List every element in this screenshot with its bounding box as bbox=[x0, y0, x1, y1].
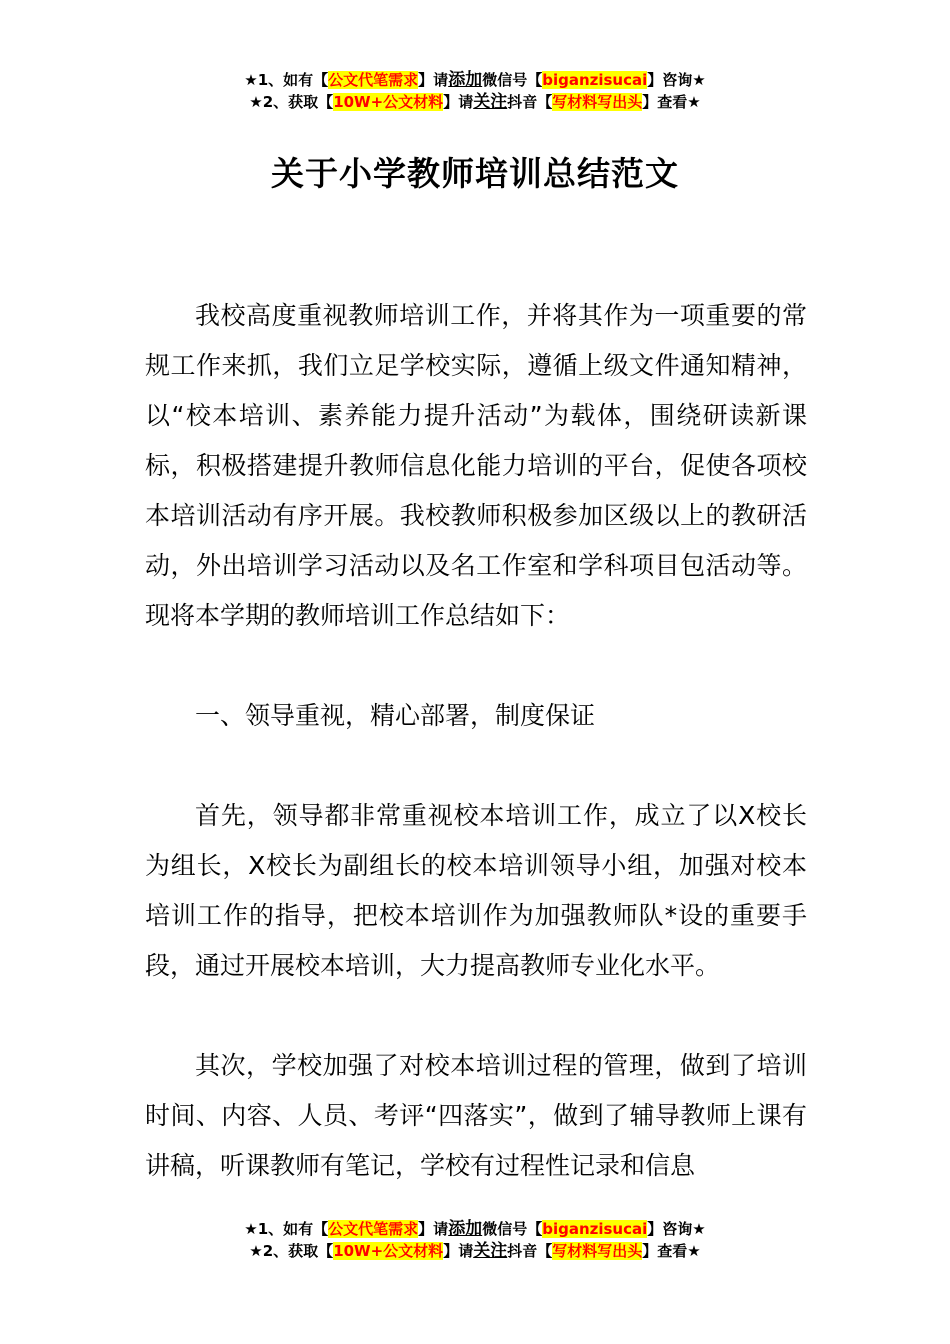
banner-highlight: biganzisucai bbox=[542, 71, 648, 89]
banner-line-1 bbox=[0, 69, 950, 91]
banner-text: 微信号【 bbox=[482, 71, 543, 89]
banner-highlight: 写材料写出头 bbox=[552, 93, 643, 111]
banner-text: 】请 bbox=[443, 1242, 474, 1260]
banner-text: ★1、如有【 bbox=[244, 1220, 329, 1238]
banner-highlight: 公文代笔需求 bbox=[328, 1220, 419, 1238]
banner-text: ★2、获取【 bbox=[249, 1242, 334, 1260]
banner-highlight: 写材料写出头 bbox=[552, 1242, 643, 1260]
banner-highlight: 公文代笔需求 bbox=[328, 71, 419, 89]
banner-line-1 bbox=[0, 1218, 950, 1240]
paragraph: 其次，学校加强了对校本培训过程的管理，做到了培训时间、内容、人员、考评“四落实”，做到了辅导教师上课有讲稿，听课教师有笔记，学校有过程性记录和信息 bbox=[145, 1051, 807, 1180]
banner-highlight: 10W+公文材料 bbox=[333, 1242, 444, 1260]
document-title: 关于小学教师培训总结范文 bbox=[271, 154, 679, 193]
banner-line-2 bbox=[0, 91, 950, 113]
banner-text: 】查看★ bbox=[642, 1242, 701, 1260]
banner-text: ★2、获取【 bbox=[249, 93, 334, 111]
section-heading: 一、领导重视，精心部署，制度保证 bbox=[195, 701, 596, 730]
banner-text: 】咨询★ bbox=[647, 1220, 706, 1238]
banner-text: 】查看★ bbox=[642, 93, 701, 111]
banner-emphasis: 添加 bbox=[448, 70, 483, 90]
document-body bbox=[145, 291, 807, 1241]
banner-text: 微信号【 bbox=[482, 1220, 543, 1238]
banner-emphasis: 关注 bbox=[473, 1241, 508, 1261]
banner-line-2 bbox=[0, 1240, 950, 1262]
banner-highlight: biganzisucai bbox=[542, 1220, 648, 1238]
banner-text: 】请 bbox=[418, 1220, 449, 1238]
banner-text: 抖音【 bbox=[507, 1242, 553, 1260]
banner-text: 】请 bbox=[443, 93, 474, 111]
footer-banner bbox=[0, 1218, 950, 1262]
banner-text: 】咨询★ bbox=[647, 71, 706, 89]
paragraph: 首先，领导都非常重视校本培训工作，成立了以X校长为组长，X校长为副组长的校本培训领导小组，加强对校本培训工作的指导，把校本培训作为加强教师队*设的重要手段，通过开展校本培训，大力提高教师专业化水平。 bbox=[145, 801, 807, 980]
paragraph: 我校高度重视教师培训工作，并将其作为一项重要的常规工作来抓，我们立足学校实际，遵循上级文件通知精神，以“校本培训、素养能力提升活动”为载体，围绕研读新课标，积极搭建提升教师信息化能力培训的平台，促使各项校本培训活动有序开展。我校教师积极参加区级以上的教研活动，外出培训学习活动以及名工作室和学科项目包活动等。现将本学期的教师培训工作总结如下： bbox=[145, 301, 807, 630]
header-banner bbox=[0, 69, 950, 113]
banner-highlight: 10W+公文材料 bbox=[333, 93, 444, 111]
banner-emphasis: 关注 bbox=[473, 92, 508, 112]
banner-text: 】请 bbox=[418, 71, 449, 89]
banner-text: 抖音【 bbox=[507, 93, 553, 111]
banner-text: ★1、如有【 bbox=[244, 71, 329, 89]
banner-emphasis: 添加 bbox=[448, 1219, 483, 1239]
